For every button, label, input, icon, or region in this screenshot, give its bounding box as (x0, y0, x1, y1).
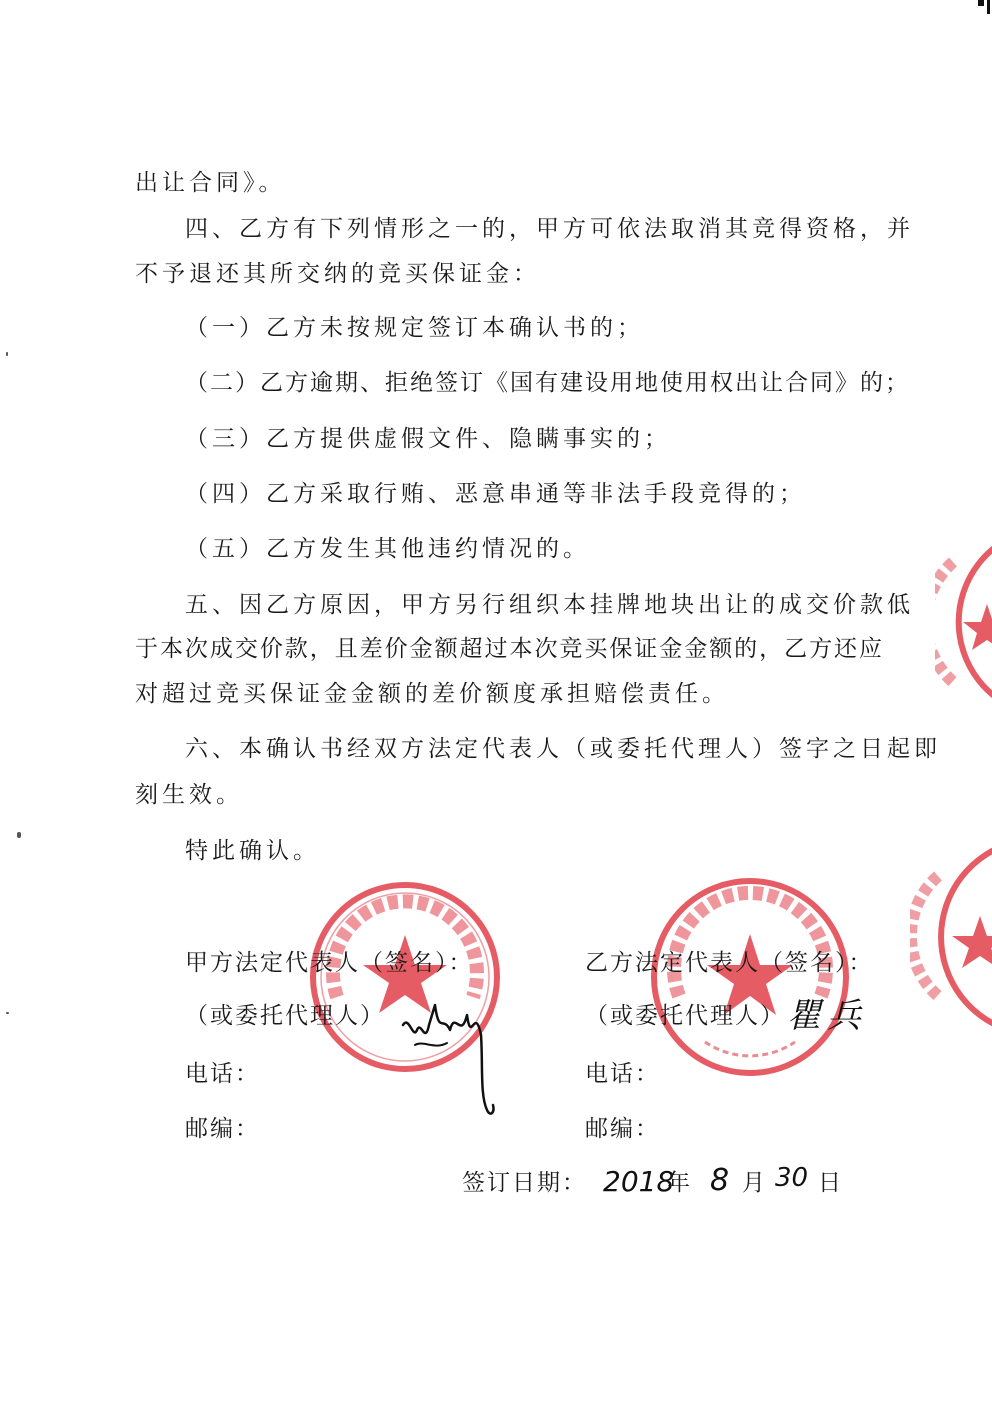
party-a-postcode-label: 邮编： (185, 1116, 260, 1142)
party-b-agent-label: （或委托代理人） (585, 1003, 785, 1029)
text-line: 不予退还其所交纳的竞买保证金： (135, 261, 540, 287)
list-item: （三）乙方提供虚假文件、隐瞒事实的； (185, 426, 671, 452)
text-line: 于本次成交价款，且差价金额超过本次竞买保证金金额的，乙方还应 (135, 636, 883, 662)
text-line: 刻生效。 (135, 782, 243, 808)
text-line: 对超过竞买保证金金额的差价额度承担赔偿责任。 (135, 681, 729, 707)
signing-date-month: 8 (710, 1163, 730, 1198)
party-a-agent-label: （或委托代理人） (185, 1003, 385, 1029)
edge-seal-bottom (910, 836, 992, 1036)
text-line: 六、本确认书经双方法定代表人（或委托代理人）签字之日起即 (185, 736, 941, 762)
signing-date-year: 2018 (603, 1165, 675, 1198)
text-line: 特此确认。 (185, 838, 320, 864)
party-b-signature: 瞿兵 (787, 996, 867, 1036)
party-b-postcode-label: 邮编： (585, 1116, 660, 1142)
list-item: （五）乙方发生其他违约情况的。 (185, 536, 590, 562)
scan-corner-mark (987, 0, 990, 14)
party-a-signature (395, 985, 505, 1125)
signing-date-month-unit: 月 (742, 1170, 769, 1196)
party-a-representative-label: 甲方法定代表人（签名）： (185, 950, 474, 976)
signing-date-day: 30 (775, 1163, 809, 1193)
list-item: （一）乙方未按规定签订本确认书的； (185, 315, 644, 341)
party-b-phone-label: 电话： (585, 1061, 660, 1087)
edge-seal-top (935, 522, 992, 722)
scan-speck (6, 1012, 9, 1014)
list-item: （四）乙方采取行贿、恶意串通等非法手段竞得的； (185, 481, 806, 507)
text-line: 出让合同》。 (135, 170, 286, 196)
text-line: 五、因乙方原因，甲方另行组织本挂牌地块出让的成交价款低 (185, 592, 914, 618)
party-a-phone-label: 电话： (185, 1061, 260, 1087)
scan-corner-mark (978, 0, 984, 6)
scan-speck (17, 832, 21, 838)
signing-date-year-unit: 年 (667, 1170, 694, 1196)
signing-date-label: 签订日期： (462, 1170, 587, 1196)
signing-date-day-unit: 日 (818, 1170, 845, 1196)
scan-speck (6, 352, 8, 356)
list-item: （二）乙方逾期、拒绝签订《国有建设用地使用权出让合同》的； (185, 370, 910, 396)
party-b-representative-label: 乙方法定代表人（签名）： (585, 950, 874, 976)
text-line: 四、乙方有下列情形之一的，甲方可依法取消其竞得资格，并 (185, 216, 914, 242)
